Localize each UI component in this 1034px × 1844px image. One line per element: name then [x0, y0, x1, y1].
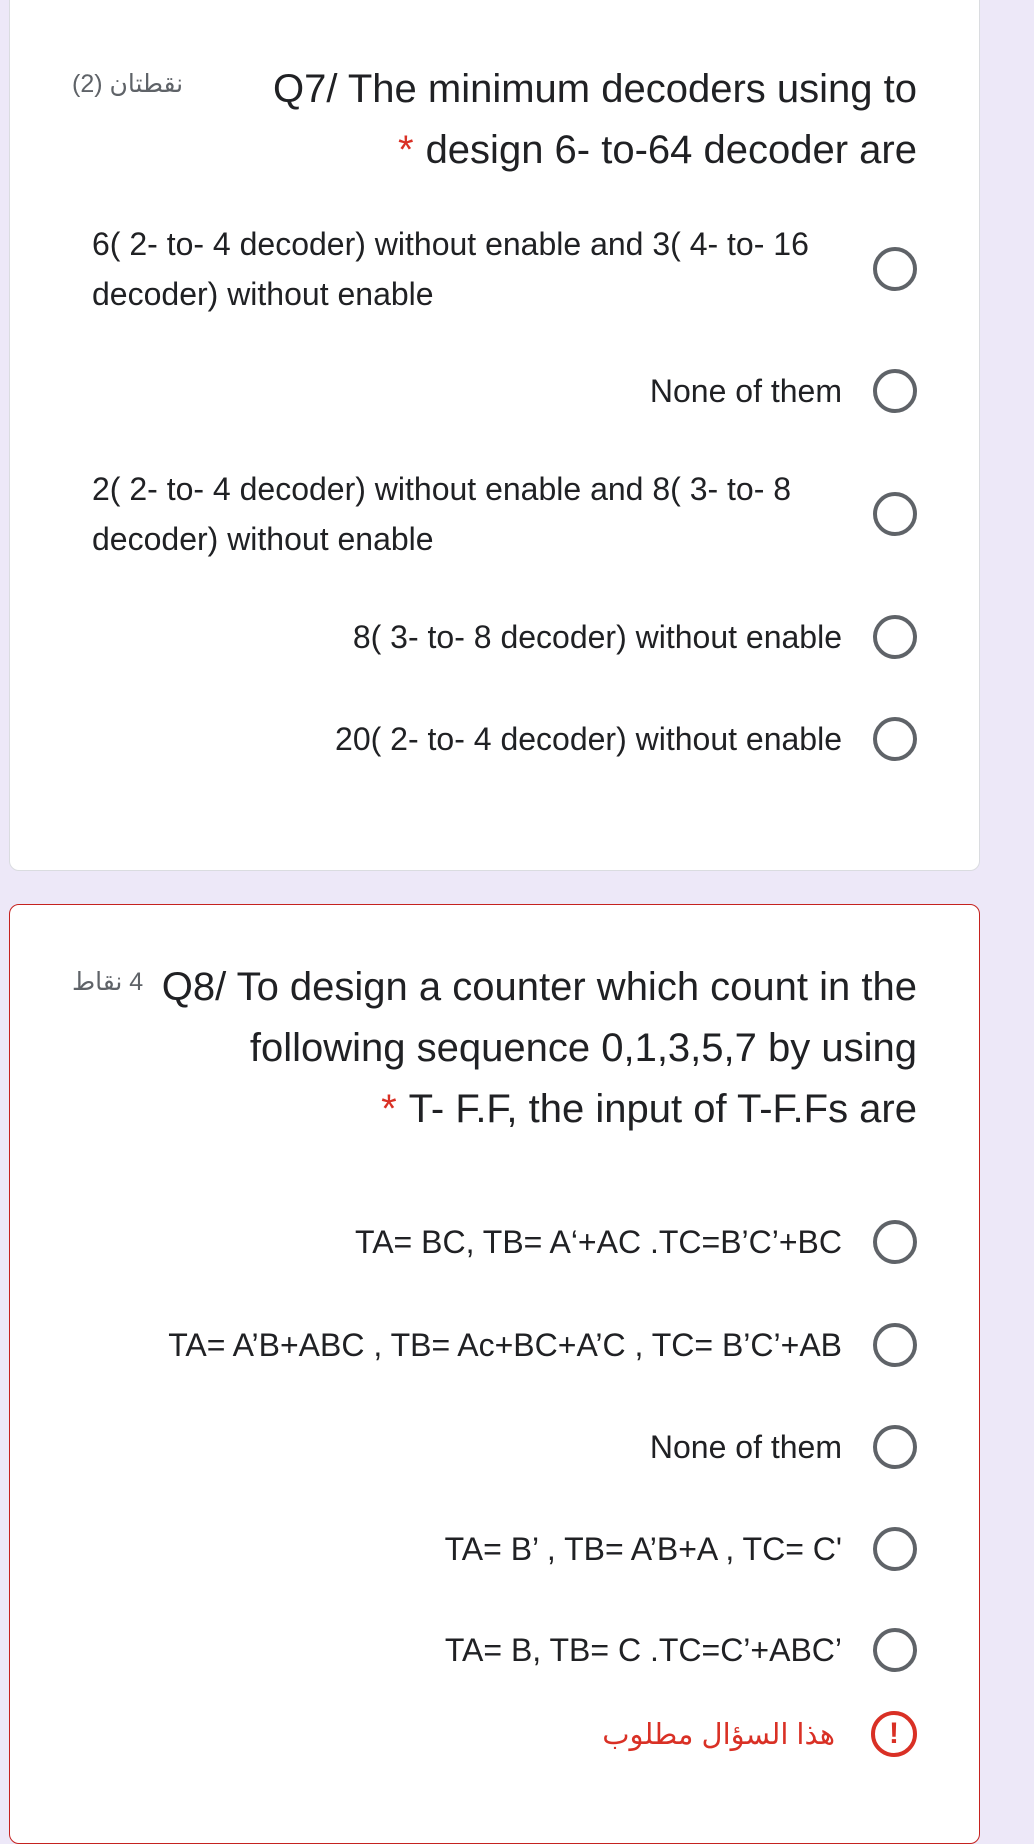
option-label: 2( 2- to- 4 decoder) without enable and 8( 3- to- 8 decoder) without enable [92, 471, 792, 557]
radio-button[interactable] [873, 615, 917, 659]
option-label: TA= B, TB= C .TC=C’+ABC’ [444, 1632, 842, 1668]
option-label: None of them [649, 373, 842, 409]
question-card-q7 [9, 0, 980, 871]
required-error [72, 1711, 917, 1757]
required-asterisk: * [397, 128, 414, 172]
question-card-q8 [9, 904, 980, 1844]
radio-button[interactable] [873, 1323, 917, 1367]
required-error-text: هذا السؤال مطلوب [602, 1718, 835, 1751]
points-label: نقطتان (2) [72, 70, 184, 98]
option-label: TA= B’ , TB= A’B+A , TC= C' [444, 1531, 842, 1567]
radio-option[interactable] [72, 1422, 917, 1472]
radio-button[interactable] [873, 1220, 917, 1264]
question-header [72, 59, 917, 181]
option-label: 8( 3- to- 8 decoder) without enable [352, 619, 842, 655]
radio-option[interactable] [72, 1625, 917, 1675]
radio-button[interactable] [873, 1628, 917, 1672]
radio-option[interactable] [72, 1320, 917, 1370]
points-label: 4 نقاط [72, 968, 144, 996]
radio-option[interactable] [72, 464, 917, 564]
radio-button[interactable] [873, 247, 917, 291]
radio-button[interactable] [873, 717, 917, 761]
required-asterisk: * [381, 1087, 397, 1131]
question-title-text: Q8/ To design a counter which count in the following sequence 0,1,3,5,7 by using * T- F.F, the input of T-F.Fs are [161, 965, 917, 1131]
radio-option[interactable] [72, 714, 917, 764]
question-title [147, 957, 917, 1140]
radio-button[interactable] [873, 369, 917, 413]
question-header [72, 957, 917, 1140]
radio-option[interactable] [72, 612, 917, 662]
question-title [227, 59, 917, 181]
radio-button[interactable] [873, 1425, 917, 1469]
option-label: None of them [649, 1429, 842, 1465]
error-icon: ! [871, 1711, 917, 1757]
option-label: TA= A’B+ABC , TB= Ac+BC+A’C , TC= B’C’+AB [168, 1327, 842, 1363]
option-label: 20( 2- to- 4 decoder) without enable [335, 721, 842, 757]
radio-option[interactable] [72, 1217, 917, 1267]
option-label: 6( 2- to- 4 decoder) without enable and 3( 4- to- 16 decoder) without enable [92, 226, 809, 312]
radio-option[interactable] [72, 1524, 917, 1574]
radio-option[interactable] [72, 219, 917, 319]
radio-button[interactable] [873, 492, 917, 536]
radio-button[interactable] [873, 1527, 917, 1571]
option-label: TA= BC, TB= A‘+AC .TC=B’C’+BC [355, 1224, 842, 1260]
radio-option[interactable] [72, 366, 917, 416]
question-title-text: Q7/ The minimum decoders using to * design 6- to-64 decoder are [272, 67, 917, 172]
